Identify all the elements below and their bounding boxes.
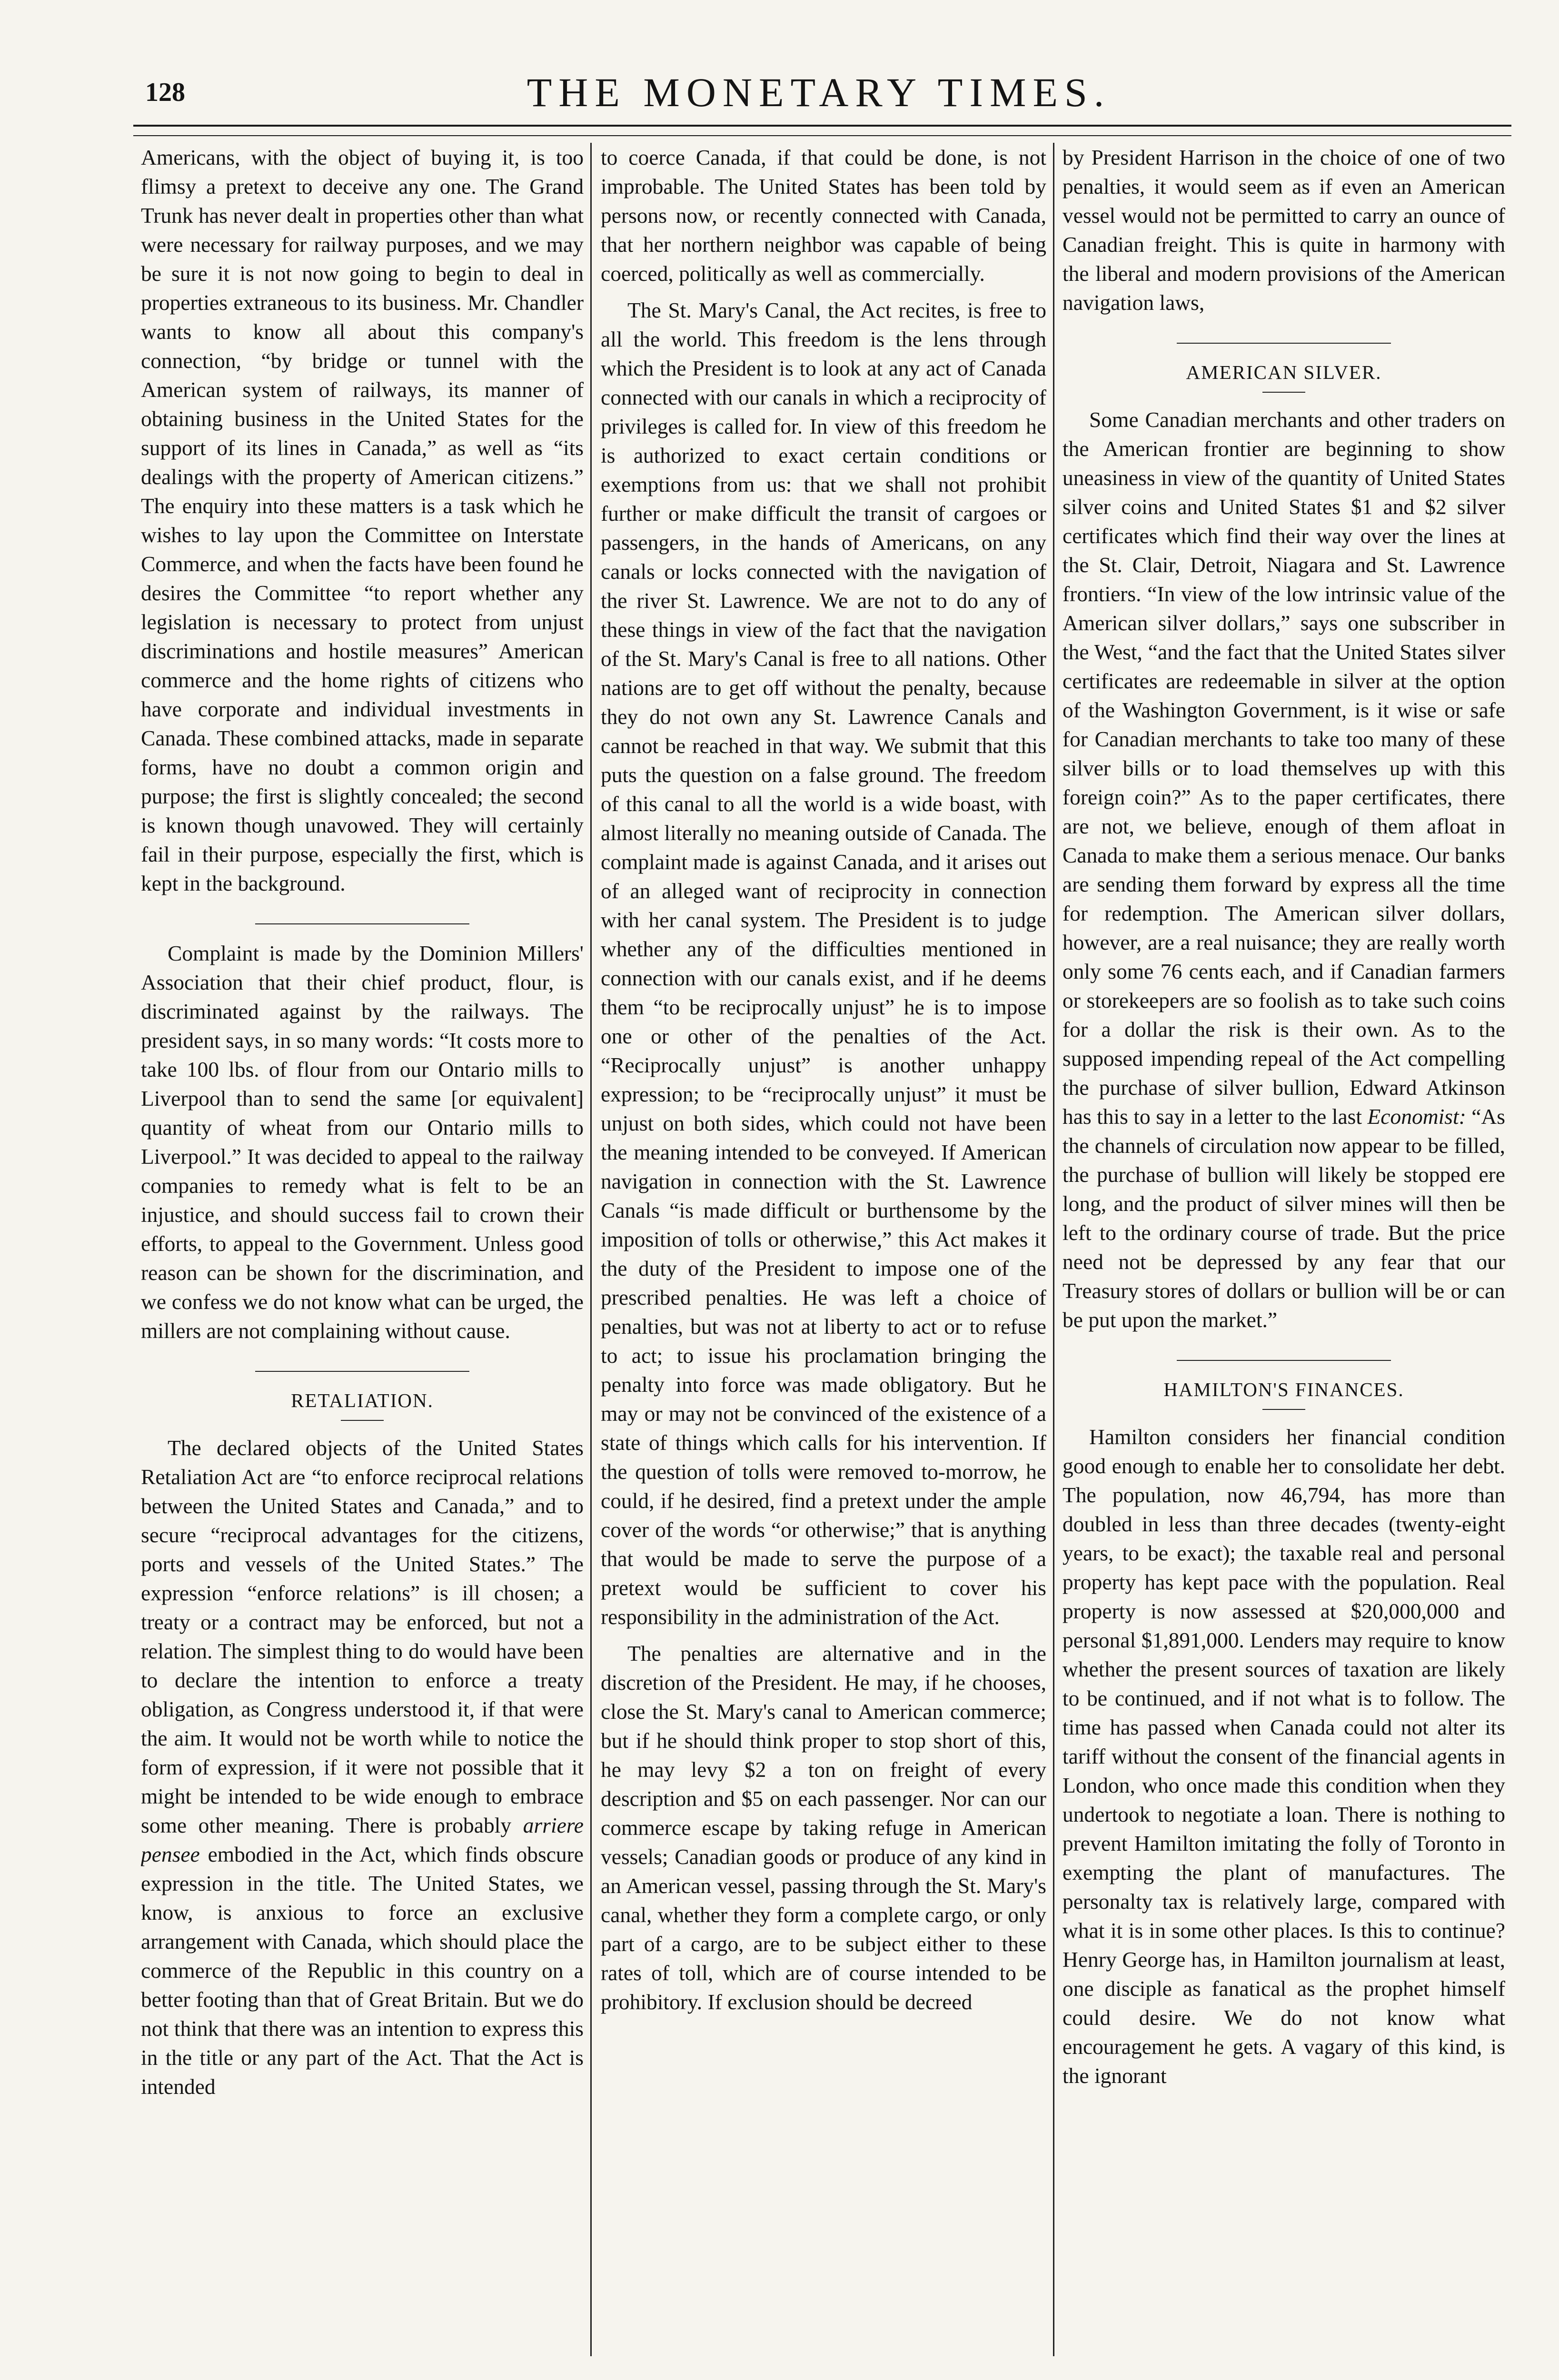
text-run: embodied in the Act, which finds obscure expression in the title. The United States, we know, is anxious to force an exclusive arrangement with Canada, which should place the commerce of the Republic in this country on a better footing than that of Great Britain. But we do not think that there was an intention to express this in the title or any part of the Act. That the Act is intended	[141, 1842, 584, 2099]
journal-title: THE MONETARY TIMES.	[526, 69, 1111, 115]
column-1	[141, 143, 584, 2351]
italic-phrase: Economist:	[1367, 1104, 1466, 1129]
article-paragraph: to coerce Canada, if that could be done, is not improbable. The United States has been told by persons now, or recently connected with Canada, that her northern neighbor was capable of being coerced, politically as well as commercially.	[601, 145, 1046, 286]
italic-phrase: arriere pensee	[141, 1813, 584, 1866]
column-rule	[1053, 143, 1054, 2356]
page-number: 128	[145, 78, 185, 107]
article-paragraph: Hamilton considers her financial condition good enough to enable her to consolidate her debt. The population, now 46,794, has more than doubled in less than three decades (twenty-eight years, to be exact); the taxable real and personal property has kept pace with the population. Real property is now assessed at $20,000,000 and personal $1,891,000. Lenders may require to know whether the present sources of taxation are likely to be continued, and if not what is to follow. The time has passed when Canada could not alter its tariff without the consent of the financial agents in London, who once made this condition when they undertook to negotiate a loan. There is nothing to prevent Hamilton imitating the folly of Toronto in exempting the plant of manufactures. The personalty tax is relatively large, compared with what it is in some other places. Is this to continue? Henry George has, in Hamilton journalism at least, one disciple as fanatical as the prophet himself could desire. We do not know what encouragement he gets. A vagary of this kind, is the ignorant	[1063, 1425, 1505, 2088]
section-divider	[255, 923, 469, 924]
heading-dash	[341, 1420, 384, 1421]
article-paragraph: The penalties are alternative and in the discretion of the President. He may, if he chooses, close the St. Mary's canal to American commerce; but if he should think proper to stop short of this, he may levy $2 a ton on freight of every description and $5 on each passenger. Nor can our commerce escape by taking refuge in American vessels; Canadian goods or produce of any kind in an American vessel, passing through the St. Mary's canal, whether they form a complete cargo, or only part of a cargo, are to be subject either to these rates of toll, which are of course intended to be prohibitory. If exclusion should be decreed	[601, 1641, 1046, 2014]
section-heading-hamiltons-finances: HAMILTON'S FINANCES.	[1163, 1378, 1404, 1400]
heading-dash	[1262, 1409, 1305, 1410]
masthead-rule	[133, 125, 1511, 136]
section-divider	[1177, 343, 1391, 344]
article-paragraph	[141, 1433, 584, 2101]
text-run: The declared objects of the United States Retaliation Act are “to enforce reciprocal relations between the United States and Canada,” and to secure “reciprocal advantages for the citizens, ports and vessels of the United States.” The expression “enforce relations” is ill chosen; a treaty or a contract may be enforced, but not a relation. The simplest thing to do would have been to declare the intention to enforce a treaty obligation, as Congress understood it, if that were the aim. It would not be worth while to notice the form of expression, if it were not possible that it might be intended to be wide enough to embrace some other meaning. There is probably	[141, 1436, 584, 1837]
column-3	[1063, 143, 1505, 2351]
text-run: “As the channels of circulation now appear to be filled, the purchase of bullion will likely be stopped ere long, and the product of silver mines will then be left to the ordinary course of trade. But the price need not be depressed by any fear that our Treasury stores of dollars or bullion will be or can be put upon the market.”	[1063, 1104, 1505, 1332]
section-divider	[255, 1371, 469, 1372]
column-rule	[590, 143, 592, 2356]
article-paragraph: by President Harrison in the choice of one of two penalties, it would seem as if even an American vessel would not be permitted to carry an ounce of Canadian freight. This is quite in harmony with the liberal and modern provisions of the American navigation laws,	[1063, 145, 1505, 315]
heading-dash	[1262, 392, 1305, 393]
article-paragraph: Complaint is made by the Dominion Millers' Association that their chief product, flour, is discriminated against by the railways. The president says, in so many words: “It costs more to take 100 lbs. of flour from our Ontario mills to Liverpool than to send the same [or equivalent] quantity of wheat from our Ontario mills to Liverpool.” It was decided to appeal to the railway companies to remedy what is felt to be an injustice, and should success fail to crown their efforts, to appeal to the Government. Unless good reason can be shown for the discrimination, and we confess we do not know what can be urged, the millers are not complaining without cause.	[141, 941, 584, 1343]
section-heading-retaliation: RETALIATION.	[291, 1389, 434, 1411]
article-paragraph: The St. Mary's Canal, the Act recites, is free to all the world. This freedom is the lens through which the President is to look at any act of Canada connected with our canals in which a reciprocity of privileges is called for. In view of this freedom he is authorized to exact certain conditions or exemptions from us: that we shall not prohibit further or make difficult the transit of cargoes or passengers, in the hands of Americans, on any canals or locks connected with the navigation of the river St. Lawrence. We are not to do any of these things in view of the fact that the navigation of the St. Mary's Canal is free to all nations. Other nations are to get off without the penalty, because they do not own any St. Lawrence Canals and cannot be reached in that way. We submit that this puts the question on a false ground. The freedom of this canal to all the world is a wide boast, with almost literally no meaning outside of Canada. The complaint made is against Canada, and it arises out of an alleged want of reciprocity in connection with her canal system. The President is to judge whether any of the difficulties mentioned in connection with our canals exist, and if he deems them “to be reciprocally unjust” he is to impose one or other of the penalties of the Act. “Reciprocally unjust” is another unhappy expression; to be “reciprocally unjust” it must be unjust on both sides, which could not have been the meaning intended to be conveyed. If American navigation in connection with the St. Lawrence Canals “is made difficult or burthensome by the imposition of tolls or otherwise,” this Act makes it the duty of the President to impose one of the prescribed penalties. He was left a choice of penalties, but was not at liberty to act or to refuse to act; to issue his proclamation bringing the penalty into force was made obligatory. But he may or may not be convinced of the existence of a state of things which calls for his intervention. If the question of tolls were removed to-morrow, he could, if he desired, find a pretext under the ample cover of the words “or otherwise;” that is anything that would be made to serve the purpose of a pretext would be sufficient to cover his responsibility in the administration of the Act.	[601, 298, 1046, 1629]
text-run: Some Canadian merchants and other traders on the American frontier are beginning to show uneasiness in view of the quantity of United States silver coins and United States $1 and $2 silver certificates which find their way over the lines at the St. Clair, Detroit, Niagara and St. Lawrence frontiers. “In view of the low intrinsic value of the American silver dollars,” says one subscriber in the West, “and the fact that the United States silver certificates are redeemable in silver at the option of the Washington Government, is it wise or safe for Canadian merchants to take too many of these silver bills or to load themselves up with this foreign coin?” As to the paper certificates, there are not, we believe, enough of them afloat in Canada to make them a serious menace. Our banks are sending them forward by express all the time for redemption. The American silver dollars, however, are a real nuisance; they are really worth only some 76 cents each, and if Canadian farmers or storekeepers are so foolish as to take such coins for a dollar the risk is their own. As to the supposed impending repeal of the Act compelling the purchase of silver bullion, Edward Atkinson has this to say in a letter to the last	[1063, 407, 1505, 1129]
article-paragraph: Americans, with the object of buying it, is too flimsy a pretext to deceive any one. The Grand Trunk has never dealt in properties other than what were necessary for railway purposes, and we may be sure it is not now going to begin to deal in properties extraneous to its business. Mr. Chandler wants to know all about this company's connection, “by bridge or tunnel with the American system of railways, its manner of obtaining business in the United States for the support of its lines in Canada,” as well as “its dealings with the property of American citizens.” The enquiry into these matters is a task which he wishes to lay upon the Committee on Interstate Commerce, and when the facts have been found he desires the Committee “to report whether any legislation is necessary to protect from unjust discriminations and hostile measures” American commerce and the home rights of citizens who have corporate and individual investments in Canada. These combined attacks, made in separate forms, have no doubt a common origin and purpose; the first is slightly concealed; the second is known though unavowed. They will certainly fail in their purpose, especially the first, which is kept in the background.	[141, 145, 584, 895]
column-2	[601, 143, 1046, 2351]
article-paragraph	[1063, 405, 1505, 1334]
section-divider	[1177, 1360, 1391, 1361]
masthead	[131, 67, 1507, 119]
section-heading-american-silver: AMERICAN SILVER.	[1186, 361, 1382, 383]
